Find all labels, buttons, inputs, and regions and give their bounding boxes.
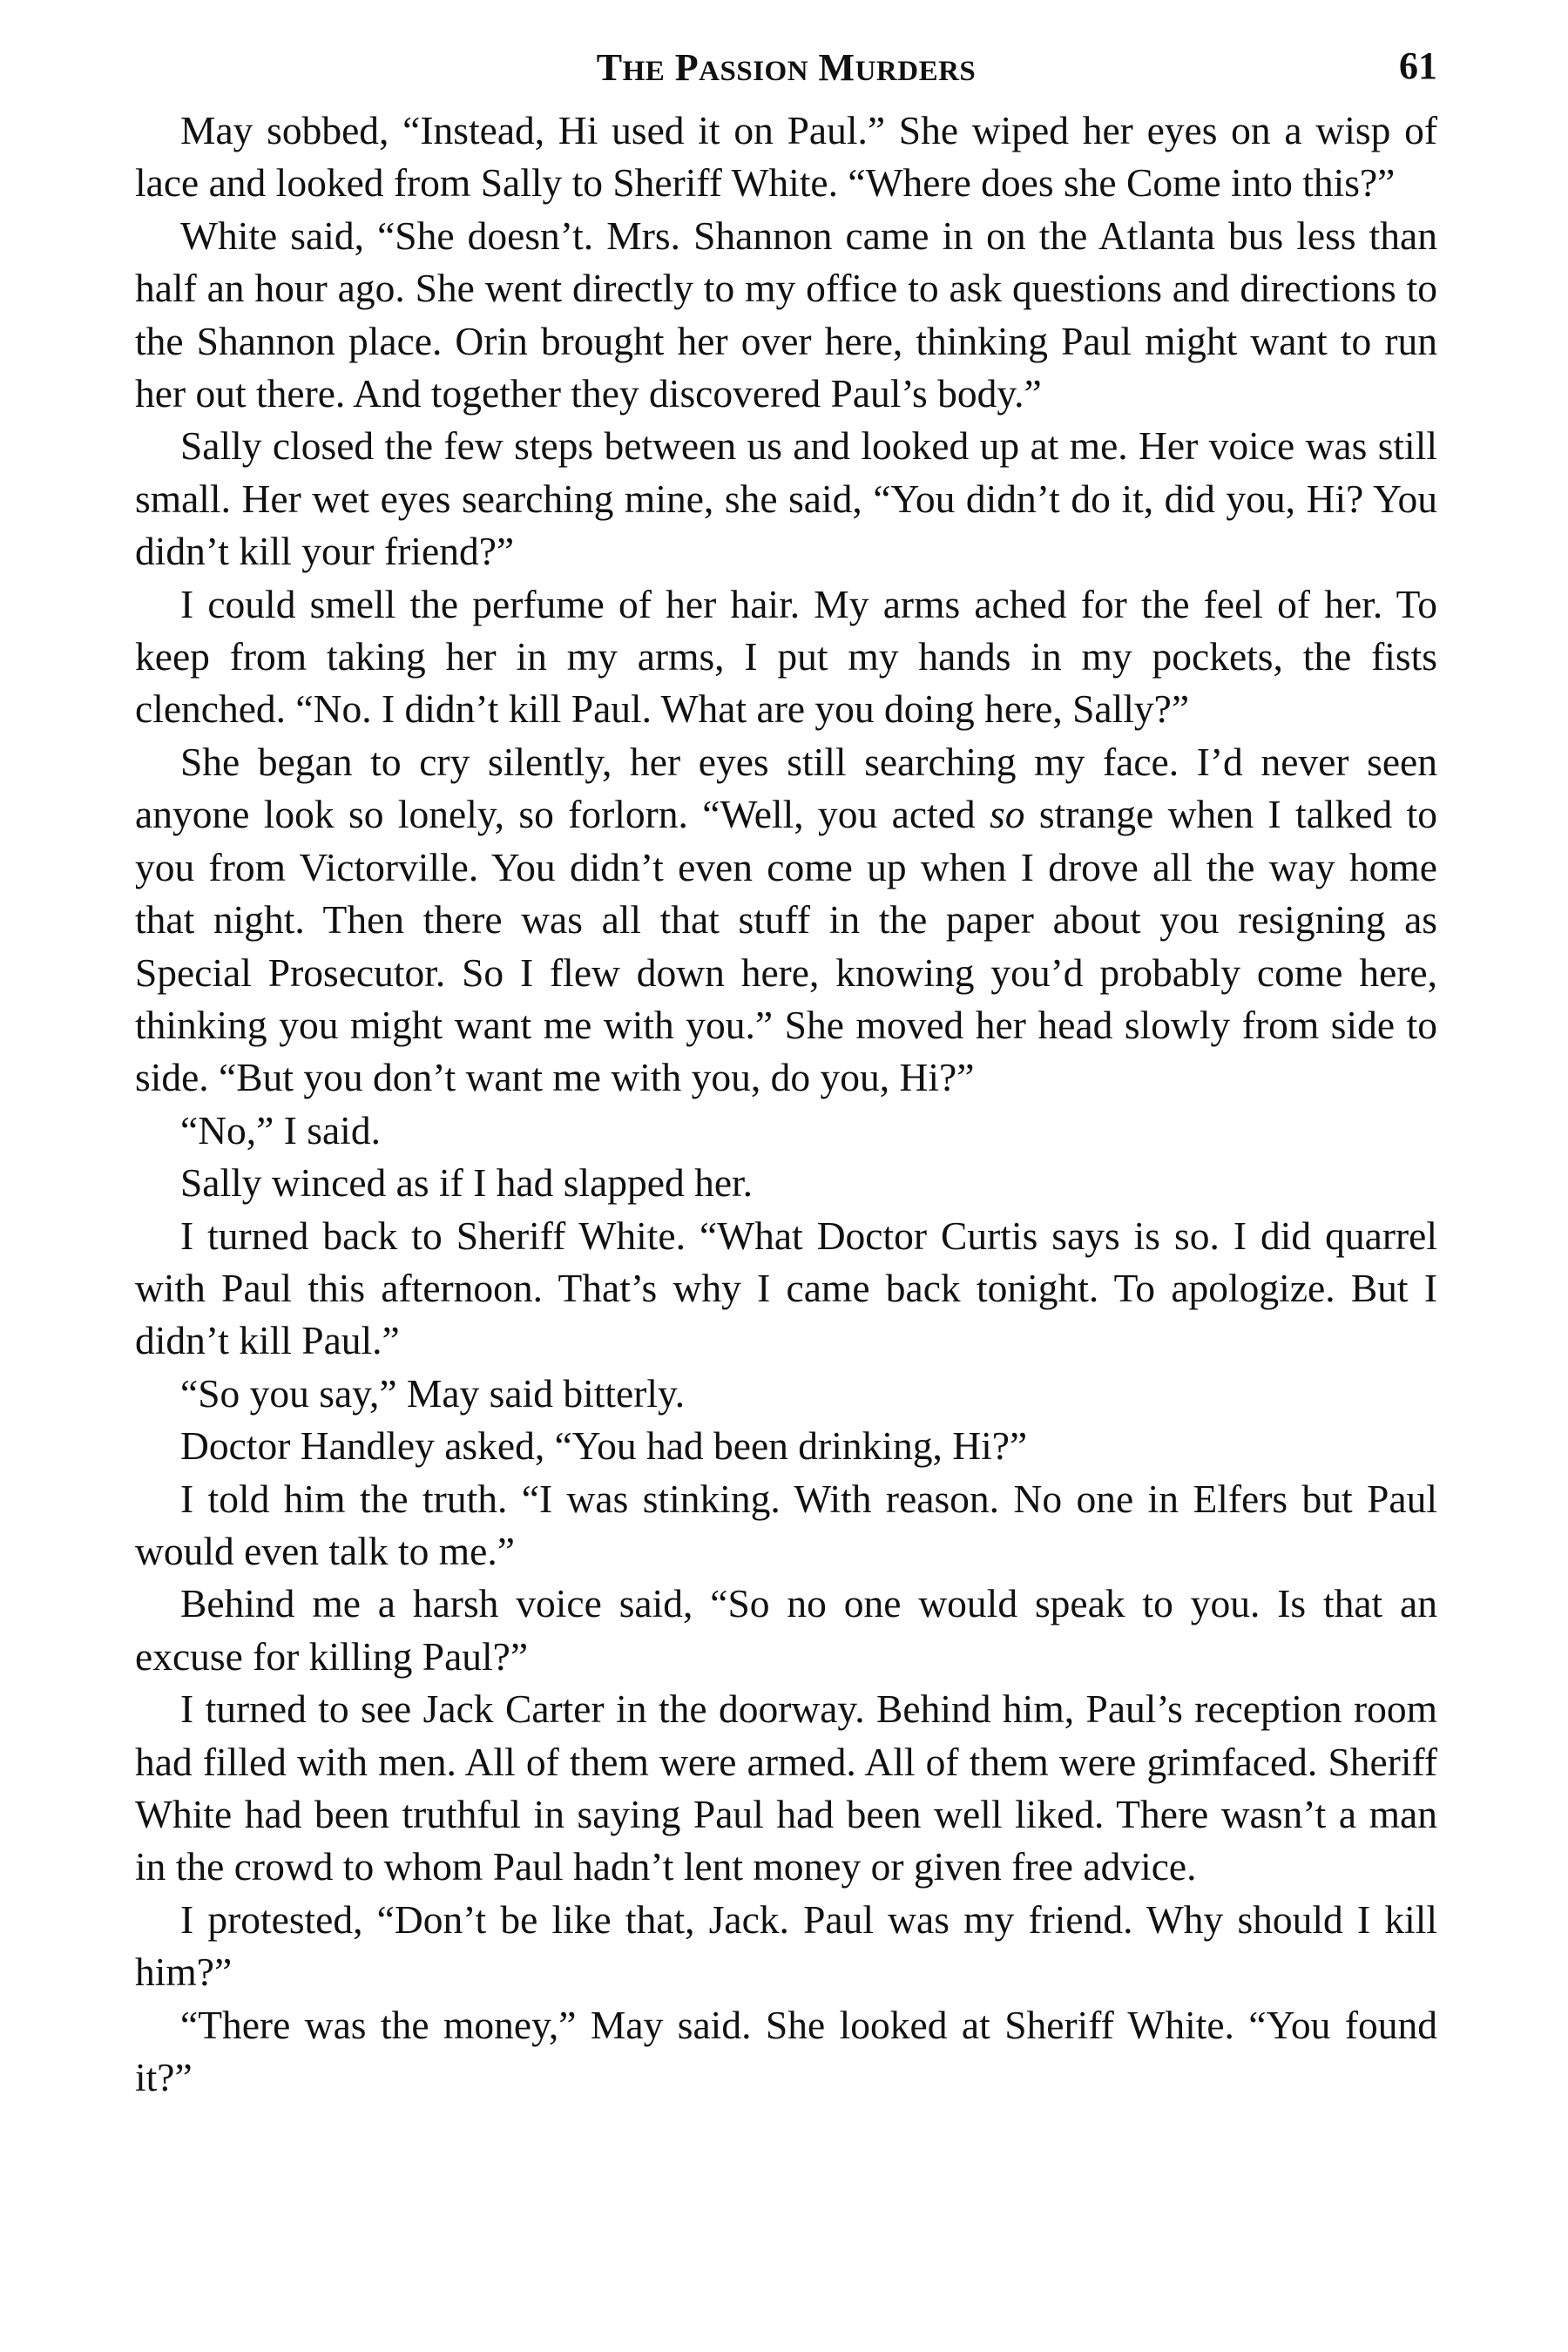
paragraph: I told him the truth. “I was stinking. With reason. No one in Elfers but Paul would even talk to me.” <box>135 1476 1437 1573</box>
paragraph: I could smell the perfume of her hair. My arms ached for the feel of her. To keep from taking her in my arms, I put my hands in my pockets, the fists clenched. “No. I didn’t kill Paul. What are you doing here, Sally?” <box>135 581 1437 732</box>
title-word: PASSION <box>674 46 809 89</box>
book-title <box>135 45 1437 90</box>
body-text <box>135 105 1437 2104</box>
paragraph: “There was the money,” May said. She looked at Sheriff White. “You found it?” <box>135 2002 1437 2100</box>
paragraph: I turned back to Sheriff White. “What Doctor Curtis says is so. I did quarrel with Paul this afternoon. That’s why I came back tonight. To apologize. But I didn’t kill Paul.” <box>135 1213 1437 1363</box>
title-word: THE <box>596 46 666 89</box>
paragraph: “So you say,” May said bitterly. <box>180 1370 686 1416</box>
page-number: 61 <box>1399 44 1437 87</box>
paragraph: Behind me a harsh voice said, “So no one would speak to you. Is that an excuse for killing Paul?” <box>135 1581 1437 1679</box>
paragraph: May sobbed, “Instead, Hi used it on Paul.” She wiped her eyes on a wisp of lace and looked from Sally to Sheriff White. “Where does she Come into this?” <box>135 108 1437 206</box>
paragraph: “No,” I said. <box>180 1107 381 1152</box>
emphasis: so <box>990 792 1025 837</box>
title-word: MURDERS <box>818 46 977 89</box>
book-page <box>135 42 1437 2104</box>
paragraph: I turned to see Jack Carter in the doorway. Behind him, Paul’s reception room had filled with men. All of them were armed. All of them were grimfaced. Sheriff White had been truthful in saying Paul had been well liked. There wasn’t a man in the crowd to whom Paul hadn’t lent money or given free advice. <box>135 1686 1437 1889</box>
paragraph: Doctor Handley asked, “You had been drinking, Hi?” <box>180 1423 1028 1469</box>
paragraph: Sally closed the few steps between us and looked up at me. Her voice was still small. Her wet eyes searching mine, she said, “You didn’t do it, did you, Hi? You didn’t kill your friend?” <box>135 423 1437 574</box>
paragraph: White said, “She doesn’t. Mrs. Shannon came in on the Atlanta bus less than half an hour ago. She went directly to my office to ask questions and directions to the Shannon place. Orin brought her over here, thinking Paul might want to run her out there. And together they discovered Paul’s body.” <box>135 213 1437 416</box>
paragraph: Sally winced as if I had slapped her. <box>180 1160 754 1206</box>
running-head <box>135 42 1437 105</box>
paragraph: She began to cry silently, her eyes still searching my face. I’d never seen anyone look so lonely, so forlorn. “Well, you acted so strange when I talked to you from Victorville. You didn’t even come up when I drove all the way home that night. Then there was all that stuff in the paper about you resigning as Special Prosecutor. So I flew down here, knowing you’d probably come here, thinking you might want me with you.” She moved her head slowly from side to side. “But you don’t want me with you, do you, Hi?” <box>135 739 1437 1100</box>
paragraph: I protested, “Don’t be like that, Jack. Paul was my friend. Why should I kill him?” <box>135 1896 1437 1995</box>
